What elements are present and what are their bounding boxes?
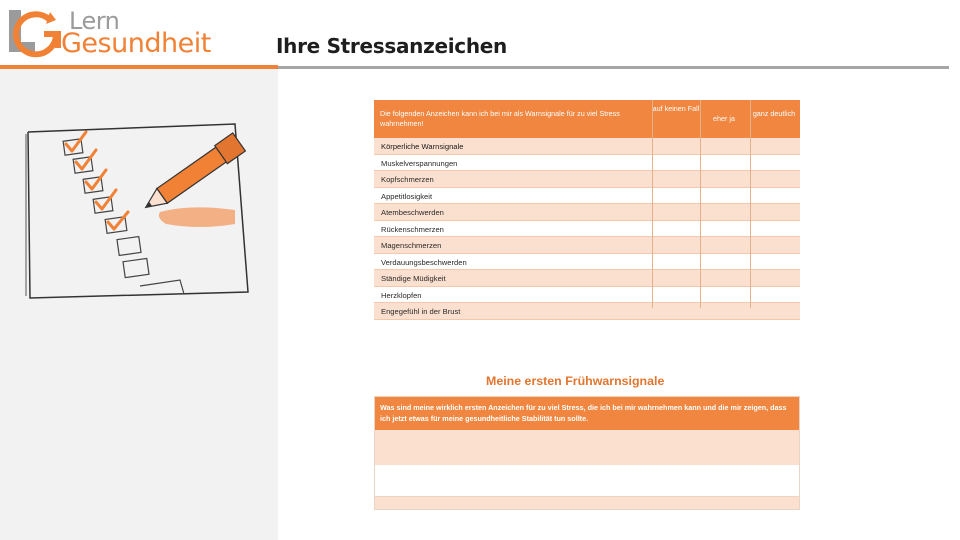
table-row[interactable] [374,155,800,172]
row-label: Rückenschmerzen [381,224,444,234]
answer-row[interactable] [375,497,799,509]
warning-signs-table [374,100,800,316]
table-row[interactable] [374,237,800,254]
table-row[interactable] [374,270,800,287]
table-section-row [374,138,800,155]
column-divider [750,100,751,308]
column-divider [652,100,653,308]
table-row[interactable] [374,287,800,304]
row-label: Muskelverspannungen [381,158,458,168]
table-row[interactable] [374,204,800,221]
page-title: Ihre Stressanzeichen [276,34,507,58]
row-label: Verdauungsbeschwerden [381,257,467,267]
column-header: auf keinen Fall [652,104,700,113]
row-label: Ständige Müdigkeit [381,274,446,283]
table-row[interactable] [374,188,800,205]
section-label: Körperliche Warnsignale [381,142,464,151]
header-rule-grey [278,66,949,69]
row-label: Herzklopfen [381,290,422,300]
column-header: ganz deutlich [752,109,796,118]
answer-row[interactable] [375,465,799,497]
column-header: eher ja [713,114,735,123]
table-row[interactable] [374,254,800,271]
answer-row[interactable] [375,430,799,465]
row-label: Kopfschmerzen [381,175,434,184]
early-warning-header [375,397,799,430]
row-label: Engegefühl in der Brust [381,307,461,316]
row-label: Atembeschwerden [381,208,444,217]
logo-gesundheit-text: Gesundheit [61,28,211,59]
checklist-illustration-icon [20,120,270,310]
lerngesundheit-logo [6,4,246,64]
table-question: Die folgenden Anzeichen kann ich bei mir als Warnsignale für zu viel Stress wahrnehmen! [380,109,620,128]
early-warning-question: Was sind meine wirklich ersten Anzeichen für zu viel Stress, die ich bei mir wahrnehmen kann und die mir zeigen, dass ich jetzt etwas für meine gesundheitliche Stabilität tun sollte. [380,403,787,423]
table-row[interactable] [374,303,800,320]
table-row[interactable] [374,221,800,238]
logo-lern-text: Lern [69,7,120,35]
table-header [374,100,800,138]
row-label: Magenschmerzen [381,241,442,250]
early-warning-title: Meine ersten Frühwarnsignale [486,374,665,388]
row-label: Appetitlosigkeit [381,191,433,201]
table-row[interactable] [374,171,800,188]
early-warning-box [374,396,800,510]
column-divider [700,100,701,308]
